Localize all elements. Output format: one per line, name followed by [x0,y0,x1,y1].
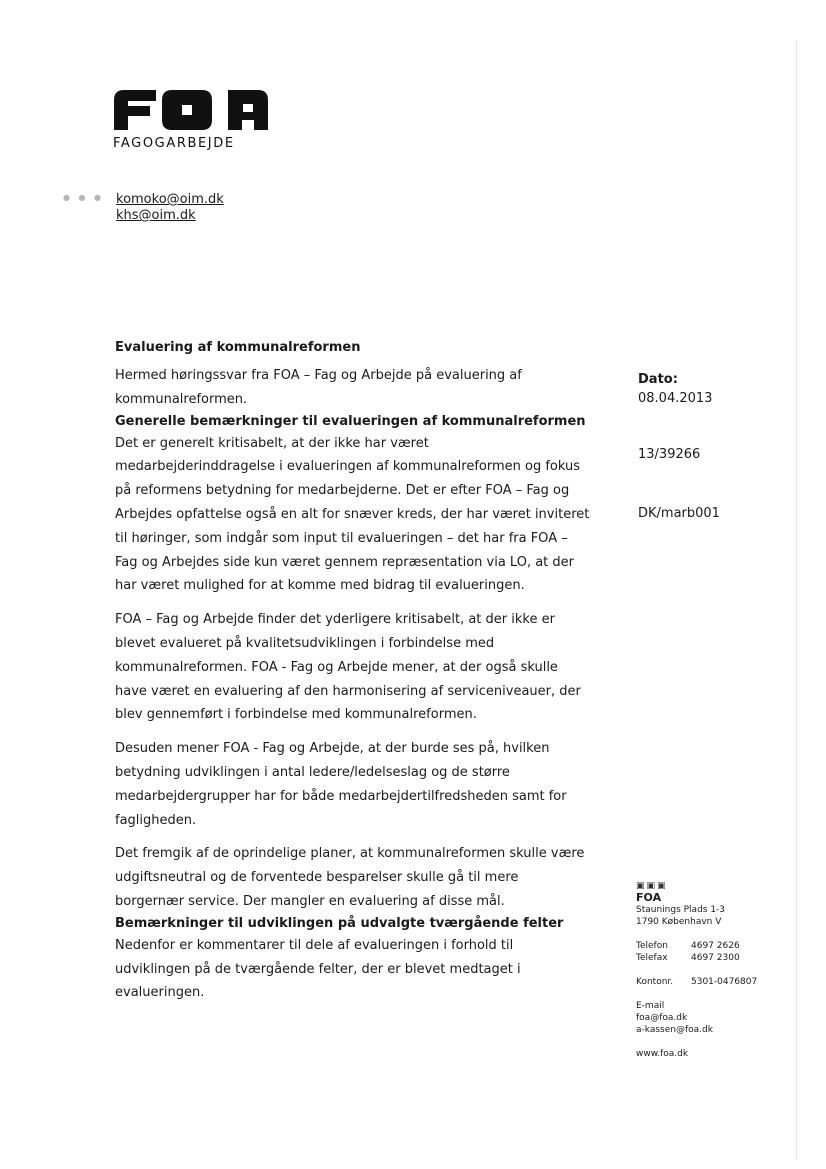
telefax-label: Telefax [636,953,668,963]
telefon-value: 4697 2626 [691,941,740,951]
foa-logo-mark [112,86,272,132]
kontonr-row [636,976,776,988]
reference-code: DK/marb001 [638,506,720,521]
email-link-2[interactable]: khs@oim.dk [116,208,196,223]
footer-email-2[interactable]: a-kassen@foa.dk [636,1025,713,1035]
telefax-value: 4697 2300 [691,953,740,963]
address-line-2: 1790 København V [636,917,722,927]
recipient-emails [116,192,224,224]
case-number: 13/39266 [638,447,701,462]
telefon-row [636,940,776,952]
logo-subtitle: FAGOGARBEJDE [113,136,235,151]
telefon-label: Telefon [636,941,668,951]
website-link[interactable]: www.foa.dk [636,1049,689,1059]
email-label: E-mail [636,1001,665,1011]
date-label: Dato: [638,372,678,387]
letter-title: Evaluering af kommunalreformen [115,340,361,355]
email-link-1[interactable]: komoko@oim.dk [116,192,224,207]
telefax-row [636,952,776,964]
kontonr-label: Kontonr. [636,977,674,987]
date-block [638,370,712,408]
section1-paragraph-1: Det er generelt kritisabelt, at der ikke har været medarbejderinddragelse i evalueringen af kommunalreformen og fokus på reformens betydning for medarbejderne. Det er efter FOA – Fag og Arbejdes opfattelse også en alt for snæver kreds, der har været inviteret til høringer, som indgår som input til evalueringen – det har fra FOA – Fag og Arbejdes side kun været gennem repræsentation via LO, at der har været mulighed for at komme med bidrag til evalueringen. [115,435,590,594]
footer-email-1[interactable]: foa@foa.dk [636,1013,688,1023]
page-edge-line [796,40,797,1160]
section2-paragraph: Nedenfor er kommentarer til dele af evalueringen i forhold til udviklingen på de tværgående felter, der er blevet medtaget i evalueringen. [115,937,521,1001]
kontonr-value: 5301-0476807 [691,977,758,987]
date-value: 08.04.2013 [638,391,713,406]
section1-heading: Generelle bemærkninger til evalueringen af kommunalreformen [115,413,586,429]
section2-heading: Bemærkninger til udviklingen på udvalgte tværgående felter [115,915,564,931]
footer-dots-icon: ▣▣▣ [636,881,668,891]
decorative-dots: ● ● ● [63,193,105,202]
address-line-1: Staunings Plads 1-3 [636,905,726,915]
section1-paragraph-4: Det fremgik af de oprindelige planer, at kommunalreformen skulle være udgiftsneutral og de forventede besparelser skulle gå til mere borgernær service. Der mangler en evaluering af disse mål. [115,846,585,909]
intro-paragraph: Hermed høringssvar fra FOA – Fag og Arbejde på evaluering af kommunalreformen. [115,368,522,407]
letter-body [115,338,590,1005]
section1-paragraph-2: FOA – Fag og Arbejde finder det yderligere kritisabelt, at der ikke er blevet evalueret på kvalitetsudviklingen i forbindelse med kommunalreformen. FOA - Fag og Arbejde mener, at der også skulle have været en evaluering af den harmonisering af serviceniveauer, der blev gennemført i forbindelse med kommunalreformen. [115,612,581,723]
footer-name: FOA [636,891,662,904]
foa-logo [112,86,272,132]
sender-footer [636,880,776,1060]
section1-paragraph-3: Desuden mener FOA - Fag og Arbejde, at der burde ses på, hvilken betydning udviklingen i antal ledere/ledelseslag og de større medarbejdergrupper har for både medarbejdertilfredsheden samt for fagligheden. [115,741,567,828]
